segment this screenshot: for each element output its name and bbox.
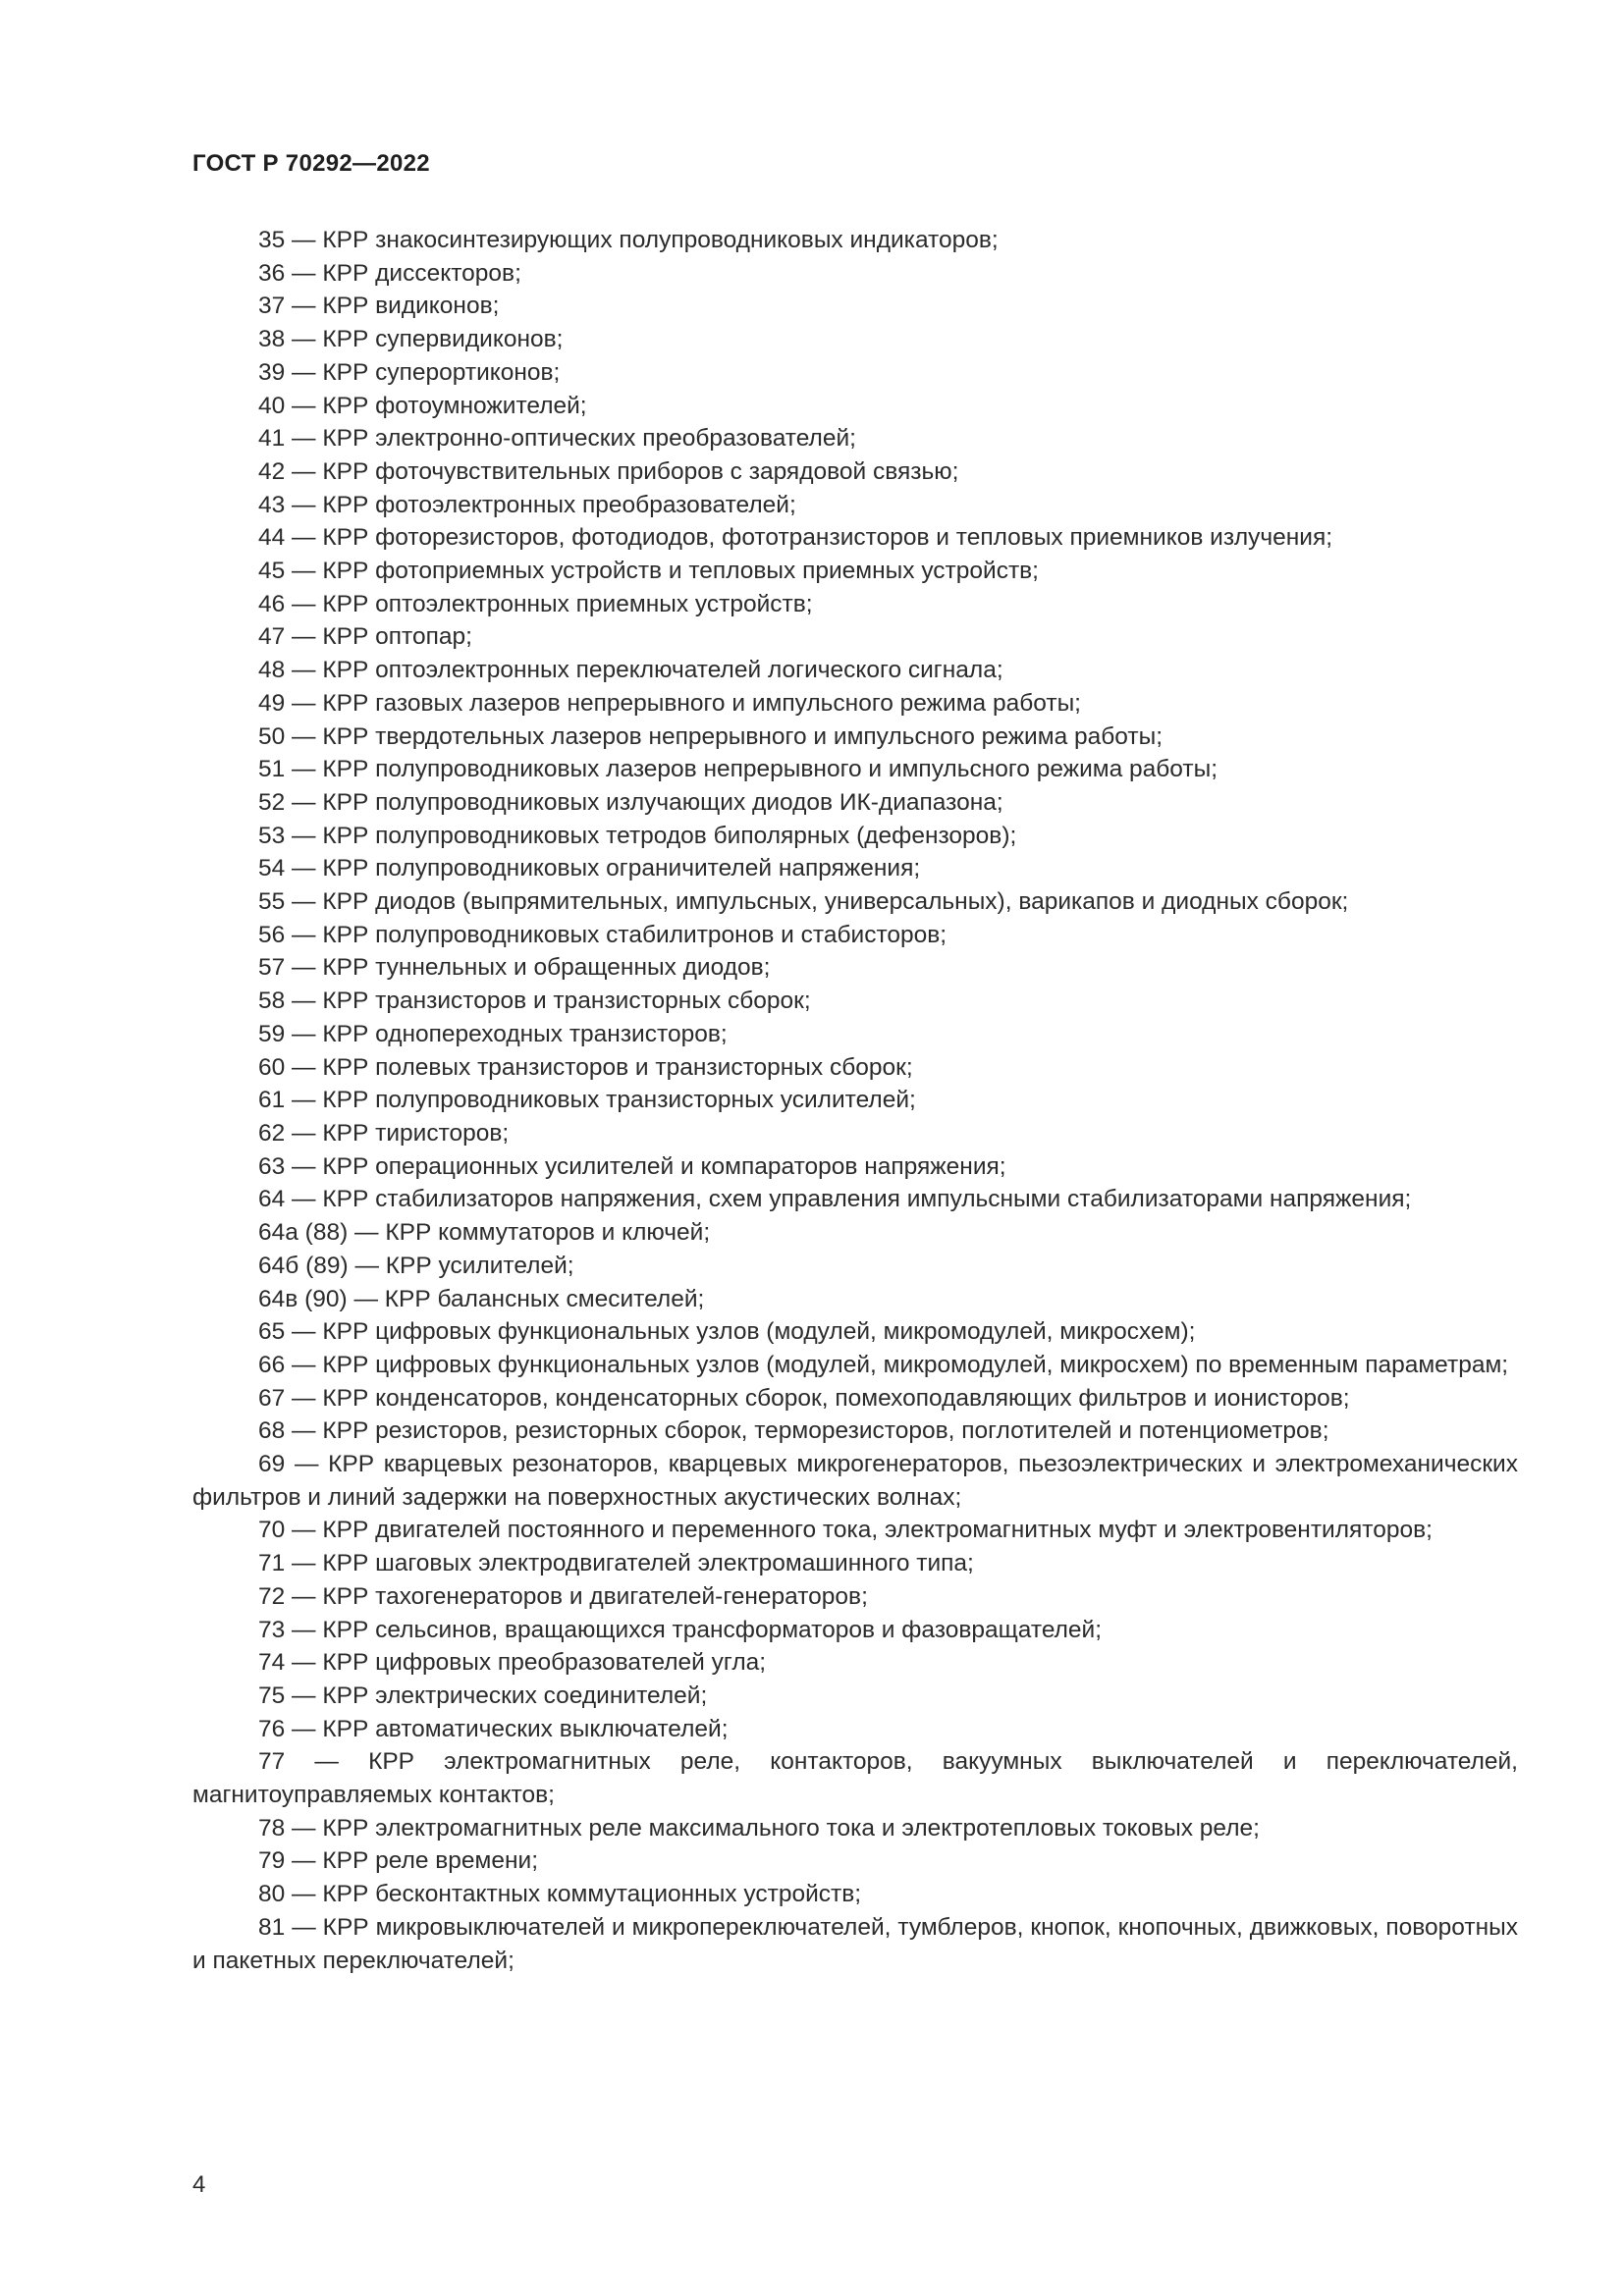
list-item: 70 — КРР двигателей постоянного и переменного тока, электромагнитных муфт и электровентиляторов; (258, 1517, 1433, 1544)
list-item: 36 — КРР диссекторов; (258, 259, 521, 287)
list-item: 65 — КРР цифровых функциональных узлов (модулей, микромодулей, микросхем); (258, 1318, 1196, 1346)
list-item: 42 — КРР фоточувствительных приборов с зарядовой связью; (258, 457, 959, 485)
list-item: 41 — КРР электронно-оптических преобразователей; (258, 425, 856, 453)
list-item: 72 — КРР тахогенераторов и двигателей-генераторов; (258, 1582, 868, 1610)
list-item: 39 — КРР суперортиконов; (258, 358, 561, 386)
list-item: 66 — КРР цифровых функциональных узлов (модулей, микромодулей, микросхем) по временным параметрам; (258, 1351, 1509, 1378)
list-item: 44 — КРР фоторезисторов, фотодиодов, фототранзисторов и тепловых приемников излучения; (258, 524, 1333, 552)
list-item: 37 — КРР видиконов; (258, 293, 500, 320)
list-item: 64в (90) — КРР балансных смесителей; (258, 1285, 705, 1312)
item-list (192, 224, 1518, 1977)
list-item: 64 — КРР стабилизаторов напряжения, схем управления импульсными стабилизаторами напряжения; (258, 1186, 1412, 1213)
list-item: 68 — КРР резисторов, резисторных сборок, терморезисторов, поглотителей и потенциометров; (258, 1417, 1329, 1445)
list-item: 49 — КРР газовых лазеров непрерывного и импульсного режима работы; (258, 689, 1081, 717)
list-item: 75 — КРР электрических соединителей; (258, 1682, 708, 1709)
list-item: 73 — КРР сельсинов, вращающихся трансформаторов и фазовращателей; (258, 1616, 1103, 1643)
list-item: 51 — КРР полупроводниковых лазеров непрерывного и импульсного режима работы; (258, 756, 1218, 783)
list-item: 43 — КРР фотоэлектронных преобразователей; (258, 491, 796, 518)
list-item: 60 — КРР полевых транзисторов и транзисторных сборок; (258, 1053, 913, 1081)
list-item: 64а (88) — КРР коммутаторов и ключей; (258, 1219, 711, 1247)
list-item: 64б (89) — КРР усилителей; (258, 1252, 574, 1279)
document-header: ГОСТ Р 70292—2022 (192, 150, 430, 177)
list-item: 58 — КРР транзисторов и транзисторных сборок; (258, 988, 811, 1015)
list-item: 79 — КРР реле времени; (258, 1847, 539, 1875)
list-item: 52 — КРР полупроводниковых излучающих диодов ИК-диапазона; (258, 788, 1003, 816)
list-item: 71 — КРР шаговых электродвигателей электромашинного типа; (258, 1550, 974, 1577)
list-item: 40 — КРР фотоумножителей; (258, 392, 587, 419)
list-item: 35 — КРР знакосинтезирующих полупроводниковых индикаторов; (258, 227, 999, 253)
page-number: 4 (192, 2171, 206, 2198)
list-item: 61 — КРР полупроводниковых транзисторных усилителей; (258, 1087, 916, 1114)
list-item: 80 — КРР бесконтактных коммутационных устройств; (258, 1881, 862, 1908)
list-item: 59 — КРР однопереходных транзисторов; (258, 1020, 728, 1047)
list-item: 76 — КРР автоматических выключателей; (258, 1715, 729, 1742)
list-item: 67 — КРР конденсаторов, конденсаторных сборок, помехоподавляющих фильтров и ионисторов; (258, 1384, 1350, 1412)
list-item: 45 — КРР фотоприемных устройств и тепловых приемных устройств; (258, 558, 1039, 585)
list-item: 48 — КРР оптоэлектронных переключателей логического сигнала; (258, 657, 1003, 684)
list-item: 55 — КРР диодов (выпрямительных, импульсных, универсальных), варикапов и диодных сборок; (258, 888, 1349, 916)
list-item: 63 — КРР операционных усилителей и компараторов напряжения; (258, 1152, 1006, 1180)
list-item: 77 — КРР электромагнитных реле, контакторов, вакуумных выключателей и переключателей, магнитоуправляемых контактов; (192, 1748, 1518, 1809)
list-item: 54 — КРР полупроводниковых ограничителей напряжения; (258, 855, 921, 882)
list-item: 38 — КРР супервидиконов; (258, 326, 564, 353)
list-item: 81 — КРР микровыключателей и микропереключателей, тумблеров, кнопок, кнопочных, движковых, поворотных и пакетных переключателей; (192, 1913, 1518, 1974)
list-item: 50 — КРР твердотельных лазеров непрерывного и импульсного режима работы; (258, 722, 1164, 750)
list-item: 56 — КРР полупроводниковых стабилитронов и стабисторов; (258, 921, 947, 948)
list-item: 78 — КРР электромагнитных реле максимального тока и электротепловых токовых реле; (258, 1814, 1260, 1842)
list-item: 47 — КРР оптопар; (258, 623, 472, 651)
list-item: 74 — КРР цифровых преобразователей угла; (258, 1649, 767, 1677)
list-item: 69 — КРР кварцевых резонаторов, кварцевых микрогенераторов, пьезоэлектрических и электромеханических фильтров и линий задержки на поверхностных акустических волнах; (192, 1451, 1518, 1511)
list-item: 53 — КРР полупроводниковых тетродов биполярных (дефензоров); (258, 822, 1017, 849)
list-item: 46 — КРР оптоэлектронных приемных устройств; (258, 590, 813, 617)
list-item: 57 — КРР туннельных и обращенных диодов; (258, 954, 771, 982)
list-item: 62 — КРР тиристоров; (258, 1119, 510, 1147)
